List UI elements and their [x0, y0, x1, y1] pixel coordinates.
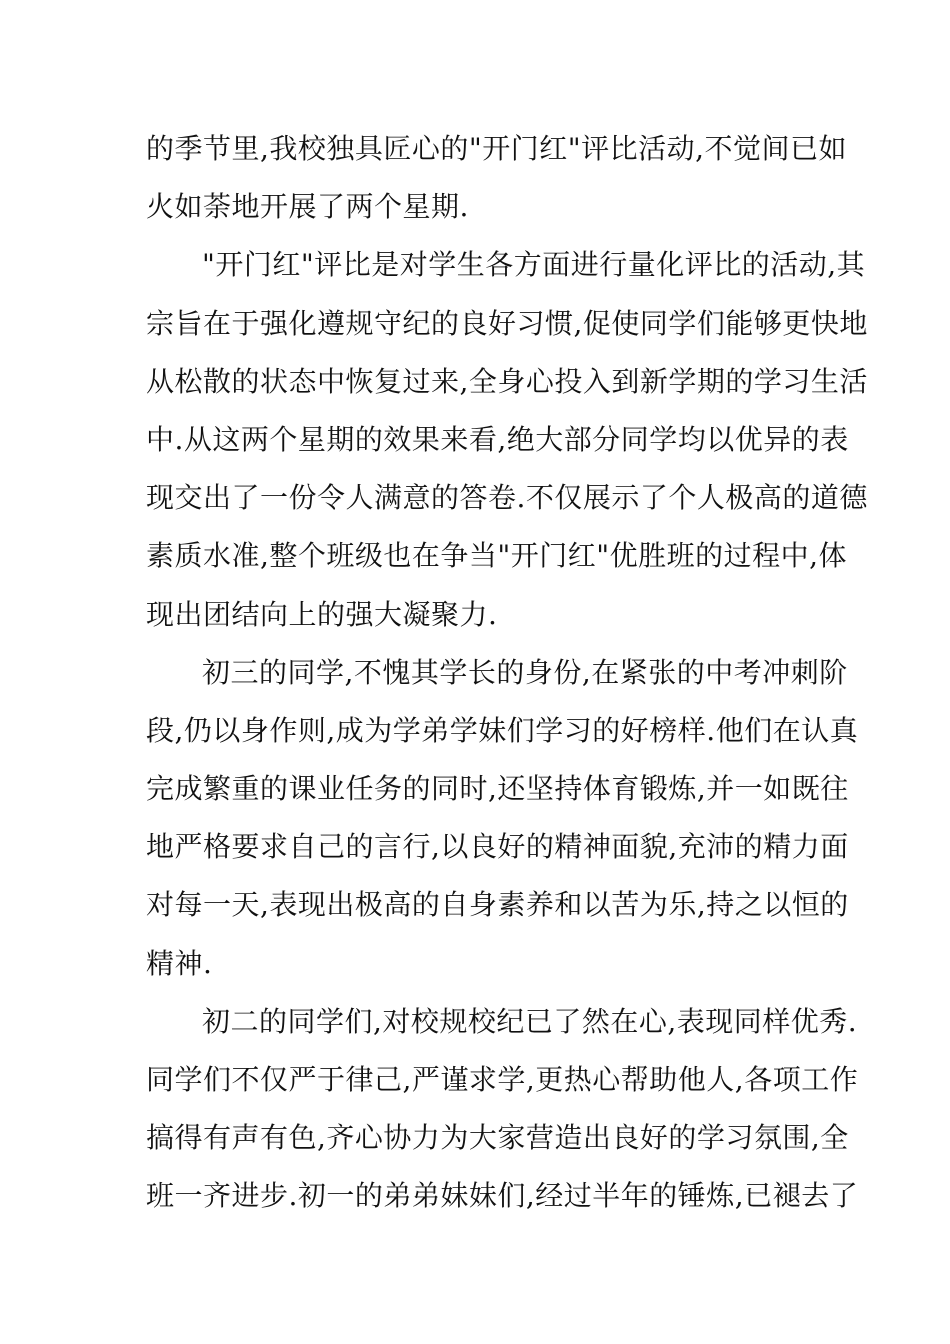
paragraph-p4 [146, 993, 859, 1226]
paragraph-p2 [146, 236, 868, 643]
text-line: 完成繁重的课业任务的同时,还坚持体育锻炼,并一如既往 [146, 772, 849, 806]
text-line: 火如荼地开展了两个星期. [146, 190, 469, 224]
text-line: 的季节里,我校独具匠心的"开门红"评比活动,不觉间已如 [146, 132, 848, 165]
text-line: 对每一天,表现出极高的自身素养和以苦为乐,持之以恒的 [146, 888, 849, 922]
text-line: 班一齐进步.初一的弟弟妹妹们,经过半年的锤炼,已褪去了 [146, 1179, 859, 1213]
paragraph-p1 [146, 120, 848, 236]
text-line: 地严格要求自己的言行,以良好的精神面貌,充沛的精力面 [146, 830, 849, 864]
text-line: 初二的同学们,对校规校纪已了然在心,表现同样优秀. [202, 1004, 858, 1038]
text-line: 搞得有声有色,齐心协力为大家营造出良好的学习氛围,全 [146, 1121, 849, 1155]
text-line: 同学们不仅严于律己,严谨求学,更热心帮助他人,各项工作 [146, 1063, 859, 1096]
text-line: 现交出了一份令人满意的答卷.不仅展示了个人极高的道德 [146, 481, 868, 515]
text-line: 宗旨在于强化遵规守纪的良好习惯,促使同学们能够更快地 [146, 306, 868, 340]
text-line: "开门红"评比是对学生各方面进行量化评比的活动,其 [202, 248, 866, 282]
text-line: 初三的同学,不愧其学长的身份,在紧张的中考冲刺阶 [202, 655, 848, 689]
text-line: 精神. [146, 946, 213, 980]
text-line: 段,仍以身作则,成为学弟学妹们学习的好榜样.他们在认真 [146, 713, 859, 747]
body-text [146, 120, 868, 1226]
text-line: 中.从这两个星期的效果来看,绝大部分同学均以优异的表 [146, 422, 849, 456]
paragraph-p3 [146, 644, 859, 993]
text-line: 素质水准,整个班级也在争当"开门红"优胜班的过程中,体 [146, 539, 848, 573]
text-line: 从松散的状态中恢复过来,全身心投入到新学期的学习生活 [146, 364, 868, 398]
text-line: 现出团结向上的强大凝聚力. [146, 597, 498, 631]
